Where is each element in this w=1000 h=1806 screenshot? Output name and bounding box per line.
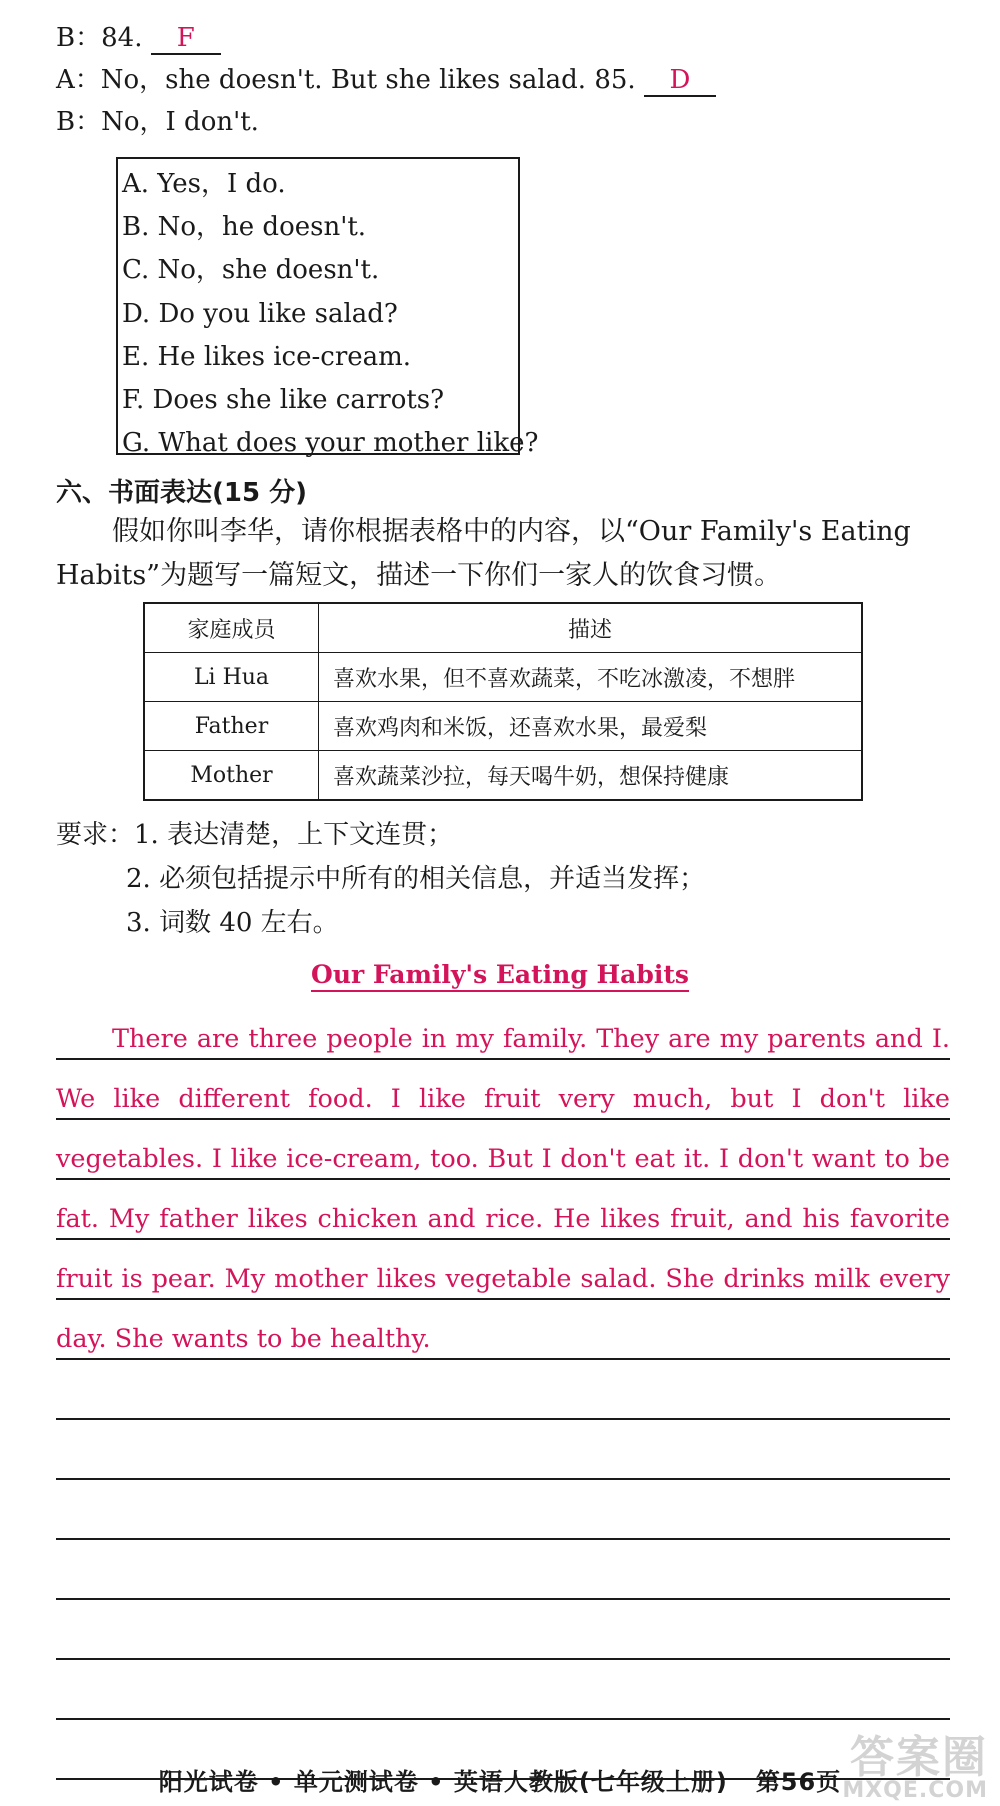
blank-writing-line (56, 1360, 950, 1420)
essay-line (56, 1180, 950, 1240)
option-c: C. No，she doesn't. (122, 255, 380, 286)
prompt-line-2: Habits”为题写一篇短文，描述一下你们一家人的饮食习惯。 (56, 560, 782, 591)
section-title (56, 472, 307, 509)
blank-writing-line (56, 1660, 950, 1720)
watermark-logo (842, 1732, 988, 1803)
blank-writing-line (56, 1480, 950, 1540)
prompt-line-1: 假如你叫李华，请你根据表格中的内容，以“Our Family's Eating (112, 516, 911, 547)
blank-writing-line (56, 1420, 950, 1480)
table-row (144, 751, 862, 801)
option-g: G. What does your mother like? (122, 428, 539, 459)
requirements (56, 814, 453, 851)
blank-writing-line (56, 1600, 950, 1660)
watermark-bottom: MXQE.COM (842, 1778, 988, 1803)
table-cell-desc: 喜欢蔬菜沙拉，每天喝牛奶，想保持健康 (319, 751, 863, 801)
essay-line (56, 1000, 950, 1060)
requirement-2: 2. 必须包括提示中所有的相关信息，并适当发挥； (126, 864, 706, 894)
question-85-label: A：No，she doesn't. But she likes salad. 85. (56, 65, 636, 95)
option-a: A. Yes，I do. (122, 169, 286, 199)
dialogue-line-84 (56, 22, 221, 55)
essay-text: day. She wants to be healthy. (56, 1324, 431, 1354)
option-d: D. Do you like salad? (122, 298, 398, 329)
footer-text: 阳光试卷 • 单元测试卷 • 英语人教版(七年级上册) (158, 1768, 728, 1796)
table-cell-member: Li Hua (144, 653, 319, 702)
essay-line (56, 1240, 950, 1300)
table-row (144, 653, 862, 702)
essay-title-text: Our Family's Eating Habits (311, 960, 689, 992)
requirements-label: 要求： (56, 820, 135, 850)
table-header-row (144, 603, 862, 653)
section-title-text: 六、书面表达 (56, 478, 213, 508)
table-row (144, 702, 862, 751)
option-b: B. No，he doesn't. (122, 212, 367, 243)
dialogue-line-b: B：No，I don't. (56, 107, 259, 137)
options-box (116, 157, 539, 459)
blank-writing-line (56, 1540, 950, 1600)
info-table (143, 602, 863, 801)
option-f: F. Does she like carrots? (122, 385, 445, 416)
essay-text: fruit is pear. My mother likes vegetable salad. She drinks milk every (56, 1264, 950, 1294)
requirement-1: 1. 表达清楚，上下文连贯； (134, 820, 454, 850)
dialogue-line-85 (56, 64, 716, 97)
essay-line (56, 1060, 950, 1120)
essay-line (56, 1120, 950, 1180)
essay-text: vegetables. I like ice-cream, too. But I don't eat it. I don't want to be (56, 1144, 950, 1174)
watermark-top: 答案圈 (850, 1732, 988, 1783)
question-84-label: B：84. (56, 23, 143, 53)
essay-text: There are three people in my family. They are my parents and I. (112, 1024, 950, 1054)
page-number: 第56页 (755, 1768, 842, 1796)
section-score: (15 分) (212, 478, 308, 508)
table-header-member: 家庭成员 (144, 603, 319, 653)
essay-title (0, 960, 1000, 989)
essay-line (56, 1300, 950, 1360)
answer-84-blank: F (151, 23, 221, 55)
table-cell-desc: 喜欢鸡肉和米饭，还喜欢水果，最爱梨 (319, 702, 863, 751)
table-cell-desc: 喜欢水果，但不喜欢蔬菜，不吃冰激凌，不想胖 (319, 653, 863, 702)
requirement-3: 3. 词数 40 左右。 (126, 908, 339, 938)
table-cell-member: Father (144, 702, 319, 751)
option-e: E. He likes ice-cream. (122, 341, 412, 372)
table-header-desc: 描述 (319, 603, 863, 653)
answer-85-blank: D (644, 65, 716, 97)
essay-text: fat. My father likes chicken and rice. He likes fruit, and his favorite (56, 1204, 950, 1234)
essay-text: We like different food. I like fruit very much, but I don't like (56, 1084, 950, 1114)
table-cell-member: Mother (144, 751, 319, 801)
